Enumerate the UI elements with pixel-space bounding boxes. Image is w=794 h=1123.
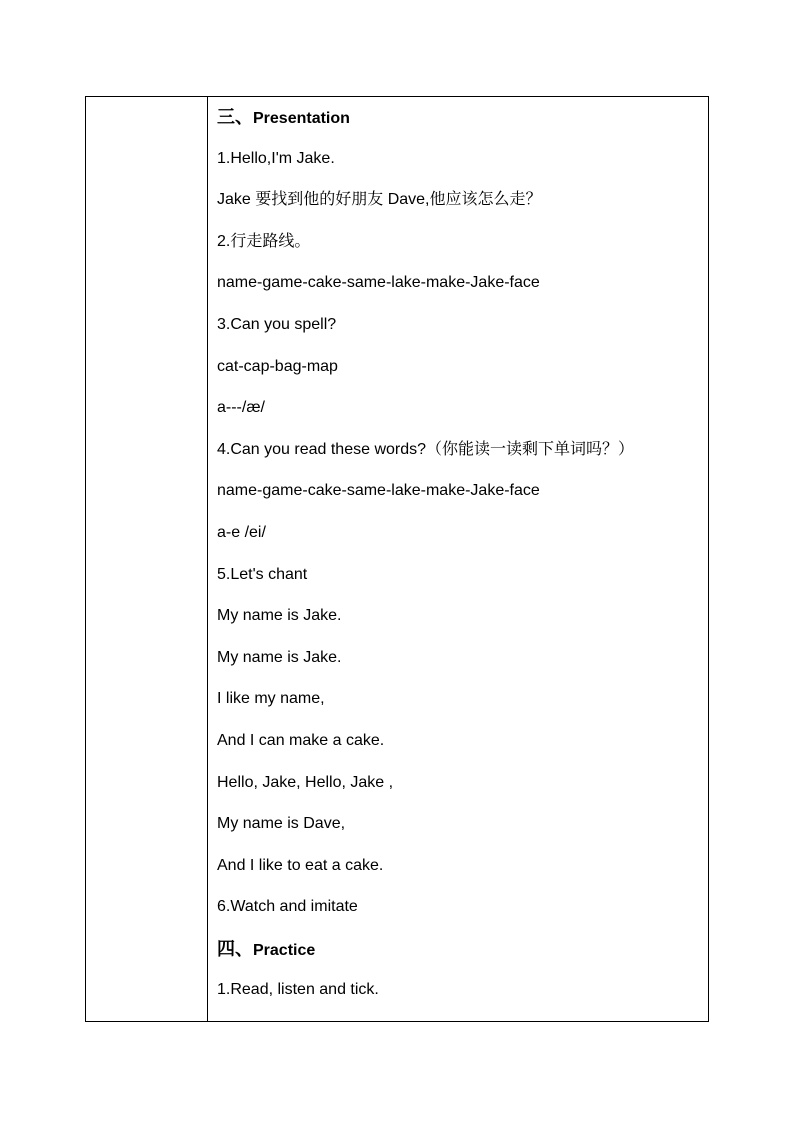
lesson-line: a---/æ/ <box>217 399 265 417</box>
lesson-line: My name is Jake. <box>217 607 342 625</box>
lesson-line: 3.Can you spell? <box>217 315 337 333</box>
lesson-line: My name is Dave, <box>217 815 346 833</box>
lesson-line: And I like to eat a cake. <box>217 856 384 874</box>
lesson-plan-table <box>85 96 709 1022</box>
lesson-line: name-game-cake-same-lake-make-Jake-face <box>217 274 540 292</box>
lesson-line: Hello, Jake, Hello, Jake , <box>217 773 394 791</box>
lesson-line: And I can make a cake. <box>217 731 385 749</box>
lesson-line: a-e /ei/ <box>217 523 266 541</box>
left-label-cell <box>86 97 208 1022</box>
lesson-line: 2.行走路线。 <box>217 232 311 250</box>
lesson-line: 4.Can you read these words?（你能读一读剩下单词吗？） <box>217 440 635 458</box>
section-number: 三、 <box>217 107 253 127</box>
lesson-line: My name is Jake. <box>217 648 342 666</box>
section-number: 四、 <box>217 938 253 959</box>
lesson-line: 6.Watch and imitate <box>217 898 358 916</box>
table-row <box>86 97 709 1022</box>
lesson-line: Jake 要找到他的好朋友 Dave,他应该怎么走？ <box>217 191 542 209</box>
section-title: Presentation <box>253 110 350 127</box>
lesson-line: 5.Let's chant <box>217 565 308 583</box>
section-heading-presentation <box>217 106 708 148</box>
lesson-line: cat-cap-bag-map <box>217 357 338 375</box>
content-cell <box>208 97 709 1022</box>
lesson-line: I like my name, <box>217 690 325 708</box>
section-title: Practice <box>253 941 316 959</box>
lesson-line: 1.Read, listen and tick. <box>217 981 379 999</box>
lesson-line: name-game-cake-same-lake-make-Jake-face <box>217 482 540 500</box>
lesson-line: 1.Hello,I'm Jake. <box>217 149 335 167</box>
section-heading-practice <box>217 938 708 980</box>
lesson-content <box>208 97 708 1021</box>
